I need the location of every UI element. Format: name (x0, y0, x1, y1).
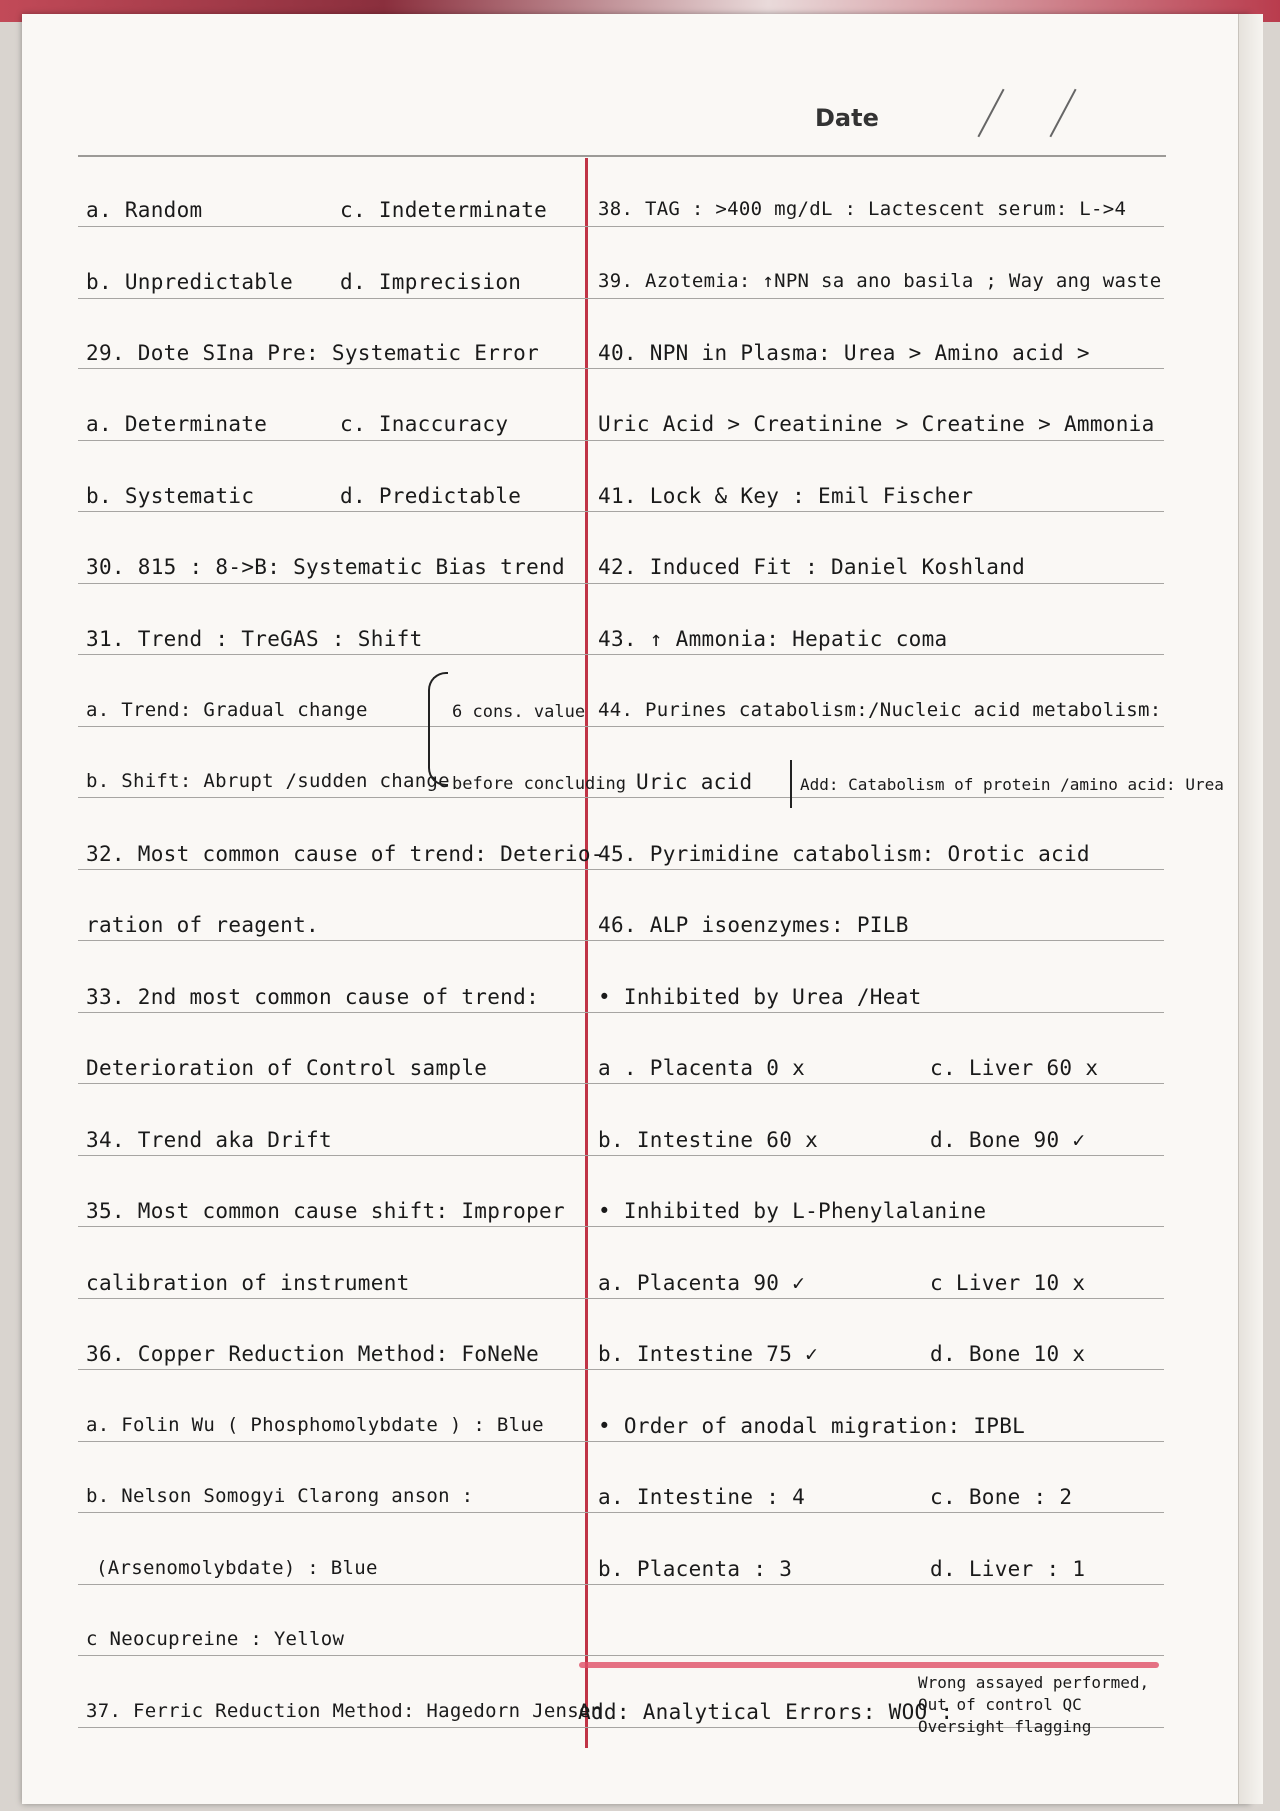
note-line: d. Liver : 1 (930, 1557, 1086, 1581)
note-line: b. Intestine 60 x (598, 1128, 819, 1152)
note-line: Add: Analytical Errors: WOO : (578, 1700, 954, 1724)
note-line: b. Shift: Abrupt /sudden change (86, 770, 450, 792)
ruled-line (78, 1155, 1164, 1156)
note-line: 40. NPN in Plasma: Urea > Amino acid > (598, 341, 1090, 365)
ruled-line (78, 797, 1164, 798)
note-line: b. Intestine 75 ✓ (598, 1342, 819, 1366)
note-line: b. Systematic (86, 484, 255, 508)
note-line: a. Intestine : 4 (598, 1485, 806, 1509)
note-line: 34. Trend aka Drift (86, 1128, 332, 1152)
note-line: d. Bone 10 x (930, 1342, 1086, 1366)
header-rule (78, 155, 1166, 157)
ruled-line (78, 1298, 1164, 1299)
bracket-note: 6 cons. value (452, 702, 586, 722)
note-line: ration of reagent. (86, 913, 319, 937)
note-line: b. Unpredictable (86, 270, 294, 294)
note-line: 46. ALP isoenzymes: PILB (598, 913, 909, 937)
ruled-line (78, 654, 1164, 655)
ruled-line (78, 1655, 1164, 1656)
note-line: d. Imprecision (340, 270, 522, 294)
note-line: a. Folin Wu ( Phosphomolybdate ) : Blue (86, 1414, 544, 1436)
note-line: d. Bone 90 ✓ (930, 1128, 1086, 1152)
curly-bracket (428, 672, 448, 786)
ruled-line (78, 1512, 1164, 1513)
note-line: 45. Pyrimidine catabolism: Orotic acid (598, 842, 1090, 866)
page-edge (1238, 14, 1263, 1804)
note-line: b. Placenta : 3 (598, 1557, 793, 1581)
note-line: 29. Dote SIna Pre: Systematic Error (86, 341, 540, 365)
red-highlight-line (579, 1662, 1159, 1668)
note-line: 43. ↑ Ammonia: Hepatic coma (598, 627, 948, 651)
note-line: d. Predictable (340, 484, 522, 508)
note-line: • Inhibited by Urea /Heat (598, 985, 922, 1009)
note-line: a. Determinate (86, 412, 268, 436)
note-line: • Inhibited by L-Phenylalanine (598, 1199, 987, 1223)
note-line: 41. Lock & Key : Emil Fischer (598, 484, 974, 508)
note-line: calibration of instrument (86, 1271, 410, 1295)
note-line: Add: Catabolism of protein /amino acid: Urea (800, 775, 1224, 794)
ruled-line (78, 226, 1164, 227)
note-line: c. Indeterminate (340, 198, 548, 222)
note-line: c Liver 10 x (930, 1271, 1086, 1295)
ruled-line (78, 869, 1164, 870)
note-line: 42. Induced Fit : Daniel Koshland (598, 555, 1026, 579)
ruled-line (78, 1584, 1164, 1585)
note-line: Deterioration of Control sample (86, 1056, 488, 1080)
ruled-line (78, 1369, 1164, 1370)
note-line: (Arsenomolybdate) : Blue (96, 1557, 378, 1579)
note-line: 30. 815 : 8->B: Systematic Bias trend (86, 555, 565, 579)
ruled-line (78, 1441, 1164, 1442)
note-line: 38. TAG : >400 mg/dL : Lactescent serum: L->4 (598, 198, 1127, 220)
note-line: 39. Azotemia: ↑NPN sa ano basila ; Way ang waste (598, 270, 1162, 292)
note-line: a. Trend: Gradual change (86, 699, 368, 721)
note-line: 44. Purines catabolism:/Nucleic acid metabolism: (598, 699, 1162, 721)
note-line: a . Placenta 0 x (598, 1056, 806, 1080)
woo-note: Oversight flagging (918, 1717, 1092, 1736)
divider-mark (790, 760, 792, 808)
note-line: c. Liver 60 x (930, 1056, 1099, 1080)
note-line: 33. 2nd most common cause of trend: (86, 985, 540, 1009)
ruled-line (78, 298, 1164, 299)
ruled-line (78, 440, 1164, 441)
ruled-line (78, 368, 1164, 369)
note-line: Uric acid (636, 770, 753, 794)
note-line: 31. Trend : TreGAS : Shift (86, 627, 423, 651)
woo-note: Out of control QC (918, 1695, 1082, 1714)
ruled-line (78, 1012, 1164, 1013)
woo-note: Wrong assayed performed, (918, 1673, 1150, 1692)
ruled-line (78, 511, 1164, 512)
note-line: c. Inaccuracy (340, 412, 509, 436)
date-label: Date (815, 104, 879, 132)
center-margin-line (585, 158, 588, 1748)
note-line: 32. Most common cause of trend: Deterio- (86, 842, 604, 866)
ruled-line (78, 583, 1164, 584)
note-line: 35. Most common cause shift: Improper (86, 1199, 565, 1223)
ruled-line (78, 1226, 1164, 1227)
note-line: c. Bone : 2 (930, 1485, 1073, 1509)
note-line: a. Random (86, 198, 203, 222)
note-line: Uric Acid > Creatinine > Creatine > Ammonia (598, 412, 1155, 436)
ruled-line (78, 726, 1164, 727)
bracket-note: before concluding (452, 774, 626, 794)
ruled-line (78, 1083, 1164, 1084)
note-line: • Order of anodal migration: IPBL (598, 1414, 1026, 1438)
note-line: a. Placenta 90 ✓ (598, 1271, 806, 1295)
note-line: 36. Copper Reduction Method: FoNeNe (86, 1342, 540, 1366)
note-line: b. Nelson Somogyi Clarong anson : (86, 1485, 474, 1507)
note-line: c Neocupreine : Yellow (86, 1628, 345, 1650)
note-line: 37. Ferric Reduction Method: Hagedorn Jensen (86, 1700, 603, 1722)
ruled-line (78, 940, 1164, 941)
